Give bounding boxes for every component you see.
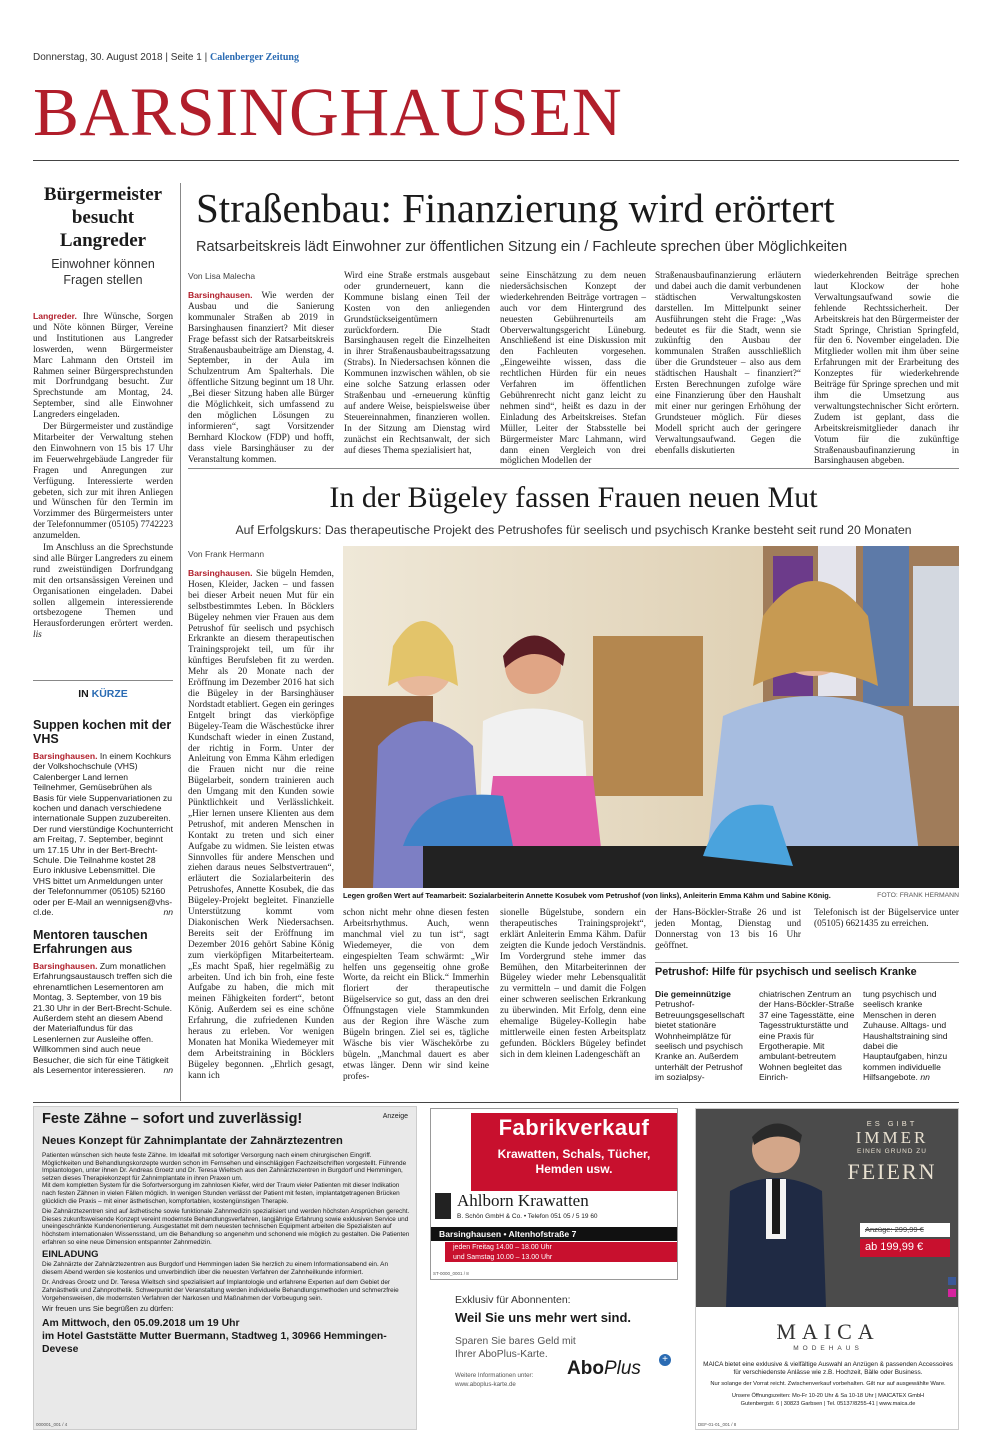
aboplus-logo: AboPlus <box>567 1358 641 1379</box>
story2-byline: Von Frank Hermann <box>188 549 265 559</box>
story1-byline: Von Lisa Malecha <box>188 271 256 281</box>
ad-dental: Feste Zähne – sofort und zuverlässig! Anzeige Neues Konzept für Zahnimplantate der Zahnärztezentren Patienten wünschen sich heute feste Zähne. Im Idealfall mit sofortiger Versorgung nach einem chirurgischen Eingriff. Möglichkeiten und Behandlungskonzepte wurden schon im Fernsehen und einschlägigen Fachzeitschriften vorgestellt. Führende Implantologen, unter ihnen Dr. Andreas Groetz und Dr. Teresa Wieltsch aus den Zahnärztezentren in Burgdorf und Hemmingen, setzen dieses Therapiekonzept für Zahnimplantate in ihren Praxen um. Mit dem kompletten System für die Sofortversorgung im zahnlosen Kiefer, wird der Traum vieler Patienten mit dieser Indikation nach festen Zähnen in vielen Fällen möglich. In wenigen Stunden verlässt der Patient mit festen, implantatgetragenen Brücken glücklich die Praxis – mit einer ästhetischen, kompfortablen, kostengünstigen Therapie. Die Zahnärztezentren sind auf ästhetische sowie funktionale Zahnmedizin spezialisiert und werden höchsten Ansprüchen gerecht. Dieses zukunftsweisende Konzept vereint modernste Behandlungsverfahren, langjährige Erfahrung sowie exklusiven Service und uneingeschränkte Kundenorientierung. Ausgestattet mit dem neuesten technischen Equipment arbeiten die Spezialisten auf höchstem internationalen Wissensstand, um die Behandlung so angenehm und schonend wie möglich zu gestalten. Die Patienten erfahren so eine neue Dimension entspannter Zahnmedizin. EINLADUNG Die Zahnärzte der Zahnärztezentren aus Burgdorf und Hemmingen laden Sie herzlich zu einem Informationsabend ein. An diesem Abend werden sie kostenlos und unverbindlich über die neuesten Verfahren der Zahnheilkunde informiert. Dr. Andreas Groetz und Dr. Teresa Wieltsch sind spezialisiert auf Implantologie und erfahrene Experten auf dem Gebiet der Zahnästhetik und Zahnprothetik. Schwerpunkt der Veranstaltung werden individuelle Behandlungsmethoden und schmerzfreie Vorgehensweisen, die modernsten Verfahren der Narkosen und Maßnahmen der Vorbeugung sein. Wir freuen uns Sie begrüßen zu dürfen: Am Mittwoch, den 05.09.2018 um 19 Uhr im Hotel Gaststätte Mutter Buermann, Stadtweg 1, 30966 Hemmingen-Devese 000001_001 / 4 <box>33 1106 417 1430</box>
sidebar-subhead: Einwohner können Fragen stellen <box>51 257 155 287</box>
kurze-item-2: Mentoren tauschen Erfahrungen aus Barsinghausen. Zum monatlichen Erfahrungsaustausch treffen sich die ehrenamtlichen Lesementoren am Montag, 3. September, von 19 bis 21.30 Uhr in der Bert-Brecht-Schule. Außerdem steht an diesem Abend der Materialfundus für das Lesenlernen zur Ausleihe offen. Willkommen sind auch neue Besucher, die sich für eine Tätigkeit als Lesementor interessieren. nn <box>33 928 173 1076</box>
info-box-col-3: tung psychisch und seelisch kranke Menschen in deren Zuhause. Alltags- und Haushaltstraining sind dabei die Hauptaufgaben, hinzu kommen individuelle Hilfsangebote. nn <box>863 989 948 1083</box>
story1-headline: Straßenbau: Finanzierung wird erörtert <box>196 185 835 231</box>
story1-subhead: Ratsarbeitskreis lädt Einwohner zur öffentlichen Sitzung ein / Fachleute sprechen über Möglichkeiten <box>196 239 848 255</box>
sidebar-headline: Bürgermeister besucht Langreder <box>43 184 163 251</box>
story1-col-4: Straßenausbaufinanzierung erläutern und dabei auch die damit verbundenen städtischen Verwaltungskosten darstellen. Im Mittelpunkt seiner Ausführungen steht die Frage: „Was bedeutet es für die Stadt, wenn sie zukünftig den Ausbau der kommunalen Straßen ausschließlich über die Grundsteuer – also aus dem städtischen Haushalt – finanziert?“ Ersten Berechnungen zufolge wäre eine Finanzierung über den Haushalt mit einer nur geringen Erhöhung der Grundsteuer möglich. Für dieses Modell spricht auch der geringere Verwaltungsaufwand. Gegen die ebenfalls diskutierten <box>655 271 801 456</box>
model-illustration <box>716 1109 826 1307</box>
story2-col-3: sionelle Bügelstube, sondern ein therapeutisches Trainingsprojekt“, erklärt Anleiterin Emma Kähm. Dafür zeigten die Kunde jedoch Verständnis. Im Vordergrund stehe immer das Bemühen, den Mitarbeiterinnen der Bügeley wieder mehr Lebensqualität zu vermitteln – und damit die Folgen einer schweren seelischen Erkrankung zu überwinden. Mit Erfolg, denn eine ehemalige Bügeley-Kollegin habe mittlerweile einen festen Arbeitsplatz gefunden. Böcklers Bügeley befindet sich in dem kleinen Ladengeschäft an <box>500 908 646 1060</box>
kurze-label: IN KÜRZE <box>78 688 128 700</box>
info-box-col-2: chiatrischen Zentrum an der Hans-Böckler-Straße 37 eine Tagesstätte, eine Tagesstrukturstätte und eine Praxis für Ergotherapie. Mit ambulant-betreutem Wohnen begleitet das Einrich- <box>759 989 855 1083</box>
story2-col-2: schon nicht mehr ohne diesen festen Arbeitsrhythmus. Auch, wenn manchmal viel zu tun ist“, sagt Wiedemeyer, die von dem eingespielten Team schwärmt: „Wir helfen uns gegenseitig ohne große Worte, da reicht ein Blick.“ Immerhin floriert der therapeutische Bügelservice so gut, dass an den drei Öffnungstagen viele Stammkunden aus der Region ihre Wäsche zum Bügeln bringen. Ziel sei es, tägliche Wäsche bis vier Wäschekörbe zu bügeln. „Manchmal dauert es aber etwas länger. Denn wir sind keine profes- <box>343 908 489 1082</box>
photo-credit: FOTO: FRANK HERMANN <box>877 892 959 899</box>
story2-subhead: Auf Erfolgskurs: Das therapeutische Projekt des Petrushofes für seelisch und psychisch Kranke besteht seit rund 20 Monaten <box>235 523 912 537</box>
facebook-icon <box>948 1277 956 1285</box>
photo-caption: Legen großen Wert auf Teamarbeit: Sozialarbeiterin Annette Kosubek vom Petrushof (von links), Anleiterin Emma Kähm und Sabine König. FOTO: FRANK HERMANN <box>343 891 959 900</box>
maica-logo: MAICA <box>776 1319 880 1344</box>
story1-col-2: Wird eine Straße erstmals ausgebaut oder grunderneuert, kann die Kommune bislang einen Teil der Kosten von den anliegenden Grundstückseigentümern zurückfordern. Die Stadt Barsinghausen regelt die Einzelheiten in ihrer Straßenausbaubeitragssatzung (Strabs). In Niedersachsen können die Kommunen inzwischen wählen, ob sie eine solche Satzung erlassen oder Straßenbau und -erneuerung künftig auf andere Weise, beispielsweise über Steuereinnahmen, finanzieren wollen. In der Sitzung am Dienstag wird zunächst ein Rechtsanwalt, der sich auf dieses Thema spezialisiert hat, <box>344 271 490 456</box>
info-box-head: Petrushof: Hilfe für psychisch und seelisch Kranke <box>655 966 917 978</box>
date-line: Donnerstag, 30. August 2018 | Seite 1 | Calenberger Zeitung <box>33 52 299 63</box>
story1-col-3: seine Einschätzung zu dem neuen niedersächsischen Konzept der wiederkehrenden Beiträge vortragen – auch vor dem Hintergrund des neuesten Gebührenurteils am Oberverwaltungsgericht Lüneburg. Anschließend ist eine Diskussion mit den Fachleuten vorgesehen. „Eingeweihte wissen, dass die rechtlichen Hürden für ein neues Verfahren im öffentlichen Gebührenrecht nicht ganz leicht zu nehmen sind“, heißt es dazu in der Einladung des Arbeitskreises. Stefan Müller, Leiter der Stabsstelle bei Bürgermeister Marc Lahmann, wird dann einen Vergleich von drei möglichen Modellen der <box>500 271 646 467</box>
dateline: Langreder. <box>33 311 77 321</box>
plus-icon: + <box>659 1354 671 1366</box>
masthead-title: BARSINGHAUSEN <box>33 74 623 150</box>
sidebar-story <box>33 183 173 288</box>
story2-col-4: der Hans-Böckler-Straße 26 und ist jeden Montag, Dienstag und Donnerstag von 13 bis 16 Uhr geöffnet. <box>655 908 801 951</box>
paper-name: Calenberger Zeitung <box>210 52 299 63</box>
ad-fabrikverkauf: Fabrikverkauf Krawatten, Schals, Tücher, Hemden usw. Ahlborn Krawatten B. Schön GmbH & Co. • Telefon 051 05 / 5 19 60 Barsinghausen • Altenhofstraße 7 jeden Freitag 14.00 – 18.00 Uhr und Samstag 10.00 – 13.00 Uhr ST-0000_0001 / 8 <box>430 1108 678 1280</box>
sidebar-body: Langreder. Ihre Wünsche, Sorgen und Nöte können Bürger, Vereine und Institutionen aus Langreder loswerden, wenn Bürgermeister Marc Lahmann den Ortsteil im Rahmen seiner Bürgersprechstunden mit Dorfrundgang besucht. Zur Sprechstunde am Montag, 24. September, sind alle Einwohner Langreders eingeladen. Der Bürgermeister und zuständige Mitarbeiter der Verwaltung stehen den Einwohnern von 15 bis 17 Uhr im Feuerwehrgebäude Langreder für Fragen und Anregungen zur Verfügung. Interessierte werden gebeten, sich zur mit ihren Anliegen und Wünschen für den Termin im Vorzimmer des Bürgermeisters unter der Telefonnummer (05105) 7742223 anzumelden. Im Anschluss an die Sprechstunde sind alle Bürger Langreders zu einem rund zweistündigen Dorfrundgang mit den ortsansässigen Vereinen und Organisationen eingeladen. Dabei sollen allgemein interessierende ortsbezogene Themen und Herausforderungen erörtert werden. lis <box>33 311 173 641</box>
ad-aboplus: Exklusiv für Abonnenten: Weil Sie uns mehr wert sind. Sparen Sie bares Geld mit Ihrer AboPlus-Karte. Weitere Informationen unter: www.aboplus-karte.de AboPlus + <box>443 1288 681 1396</box>
instagram-icon <box>948 1289 956 1297</box>
ironing-scene-illustration <box>343 546 959 888</box>
ad-maica: ES GIBT IMMER EINEN GRUND ZU FEIERN Anzüge: 299,99 € ab 199,99 € MAICA MODEHAUS MAICA bietet eine exklusive & vielfältige Auswahl an Anzügen & passenden Accessoires für verschiedenste Anlässe wie z.B. Hochzeit, Bälle oder Business. Nur solange der Vorrat reicht. Zwischenverkauf vorbehalten. Gilt nur auf ausgewählte Ware. Unsere Öffnungszeiten: Mo-Fr 10-20 Uhr & Sa 10-18 Uhr | MAICATEX GmbH Gutenbergstr. 6 | 30823 Garbsen | Tel. 05137/8255-41 | www.maica.de DEF-01-01_001 / 8 <box>695 1108 959 1430</box>
info-box-col-1: Die gemeinnützige Petrushof-Betreuungsgesellschaft bietet stationäre Wohnheimplätze für seelisch und psychisch Kranke an. Außerdem unterhält der Petrushof im sozialpsy- <box>655 989 745 1083</box>
kurze-item-1: Suppen kochen mit der VHS Barsinghausen. In einem Kochkurs der Volkshochschule (VHS) Calenberger Land lernen Teilnehmer, Gemüsebrühen als Basis für viele Suppenvariationen zu kochen und danach verschiedene internationale Suppen zuzubereiten. Der rund vierstündige Kochunterricht am Freitag, 7. September, beginnt um 17.15 Uhr in der Bert-Brecht-Schule. Die Teilnahme kostet 28 Euro inklusive Lebensmittel. Die VHS bittet um Anmeldungen unter der Telefonnummer (05105) 52160 oder per E-Mail an wennigsen@vhs-cl.de. nn <box>33 718 173 918</box>
story2-col-1: Barsinghausen. Sie bügeln Hemden, Hosen, Kleider, Jacken – und fassen bei dieser Arbeit neuen Mut für ein selbstbestimmtes Leben. In Böcklers Bügeley nehmen vier Frauen aus dem Petrushof für seelisch und psychisch Erkrankte an diesem therapeutischen Trainingsprojekt teil, um für ihr künftiges Berufsleben fit zu werden. Mehr als 20 Monate nach der Eröffnung im Dezember 2016 hat sich die Bügeley in der Barsinghäuser Nordstadt etabliert. Gegen ein geringes Entgelt bringt das vierköpfige Bügeley-Team die Wäschestücke ihrer Kundschaft wieder in einen Zustand, der richtig in Form. Unter der Anleitung von Emma Kähm erledigen die Frauen nicht nur die reine Bügelarbeit, sondern trainieren auch den Umgang mit den Kunden sowie Pünktlichkeit und Verlässlichkeit. „Hier lernen unsere Klienten aus dem Petrushof, mit anderen Menschen in Kontakt zu treten und sich einer Aufgabe zu widmen. Sie leisten etwas Sinnvolles für andere Menschen und ziehen daraus neues Selbstvertrauen“, erläutert die Sozialarbeiterin des Petrushofes, Annette Kosubek, die das Bügeley-Projekt begleitet. Finanzielle Unterstützung kommt vom Diakonischen Werk Niedersachsen. Bereits seit der Eröffnung im Dezember 2016 gehört Sabine König zum vierköpfigen Mitarbeiterteam. „Es macht Spaß, hier regelmäßig zu arbeiten. Und ich bin froh, eine feste Aufgabe zu haben, die mich mit meinen Fähigkeiten fordert“, betont König. Außerdem sei es eine schöne Erfahrung, die zufriedenen Kunden heraus zu erleben. Vor wenigen Monaten hat Monika Wiedemeyer mit dem Arbeitstraining in Böcklers Bügeley begonnen. „Ehrlich gesagt, kann ich <box>188 568 335 1081</box>
story1-col-1: Barsinghausen. Wie werden der Ausbau und die Sanierung kommunaler Straßen ab 2019 in Barsinghausen finanziert? Mit dieser Frage befasst sich der Ratsarbeitskreis Straßenausbaubeiträge am Dienstag, 4. September, in der Aula im Schulzentrum Am Spalterhals. Die öffentliche Sitzung beginnt um 18 Uhr. „Bei dieser Sitzung haben alle Bürger die Möglichkeit, sich umfassend zu den möglichen Lösungen zu informieren“, sagt Vorsitzender Bernhard Klockow (FDP) und hofft, dass viele Barsinghäuser zu der Veranstaltung kommen. <box>188 290 335 465</box>
story2-headline: In der Bügeley fassen Frauen neuen Mut <box>329 481 818 514</box>
story2-col-5: Telefonisch ist der Bügelservice unter (05105) 6621435 zu erreichen. <box>814 908 959 929</box>
column-divider <box>180 183 181 1101</box>
ahlborn-logo-icon <box>435 1193 451 1219</box>
story1-col-5: wiederkehrenden Beiträge sprechen laut Klockow der hohe Verwaltungsaufwand sowie die fehlende Rechtssicherheit. Der Arbeitskreis hat den Bürgermeister der Stadt Springe, Christian Springfeld, für den 6. November eingeladen. Die Mitglieder wollen mit ihm über seine Erfahrungen mit der Erarbeitung des Konzeptes für wiederkehrende Beiträge für Springe sprechen und mit ihm die Umsetzung aus verwaltungstechnischer Sicht erörtern. Zudem ist geplant, dass die Arbeitskreismitglieder danach ihr Votum für die zukünftige Straßenausbaufinanzierung in Barsinghausen abgeben. <box>814 271 959 467</box>
masthead-rule <box>33 160 959 161</box>
ironing-photo <box>343 546 959 888</box>
